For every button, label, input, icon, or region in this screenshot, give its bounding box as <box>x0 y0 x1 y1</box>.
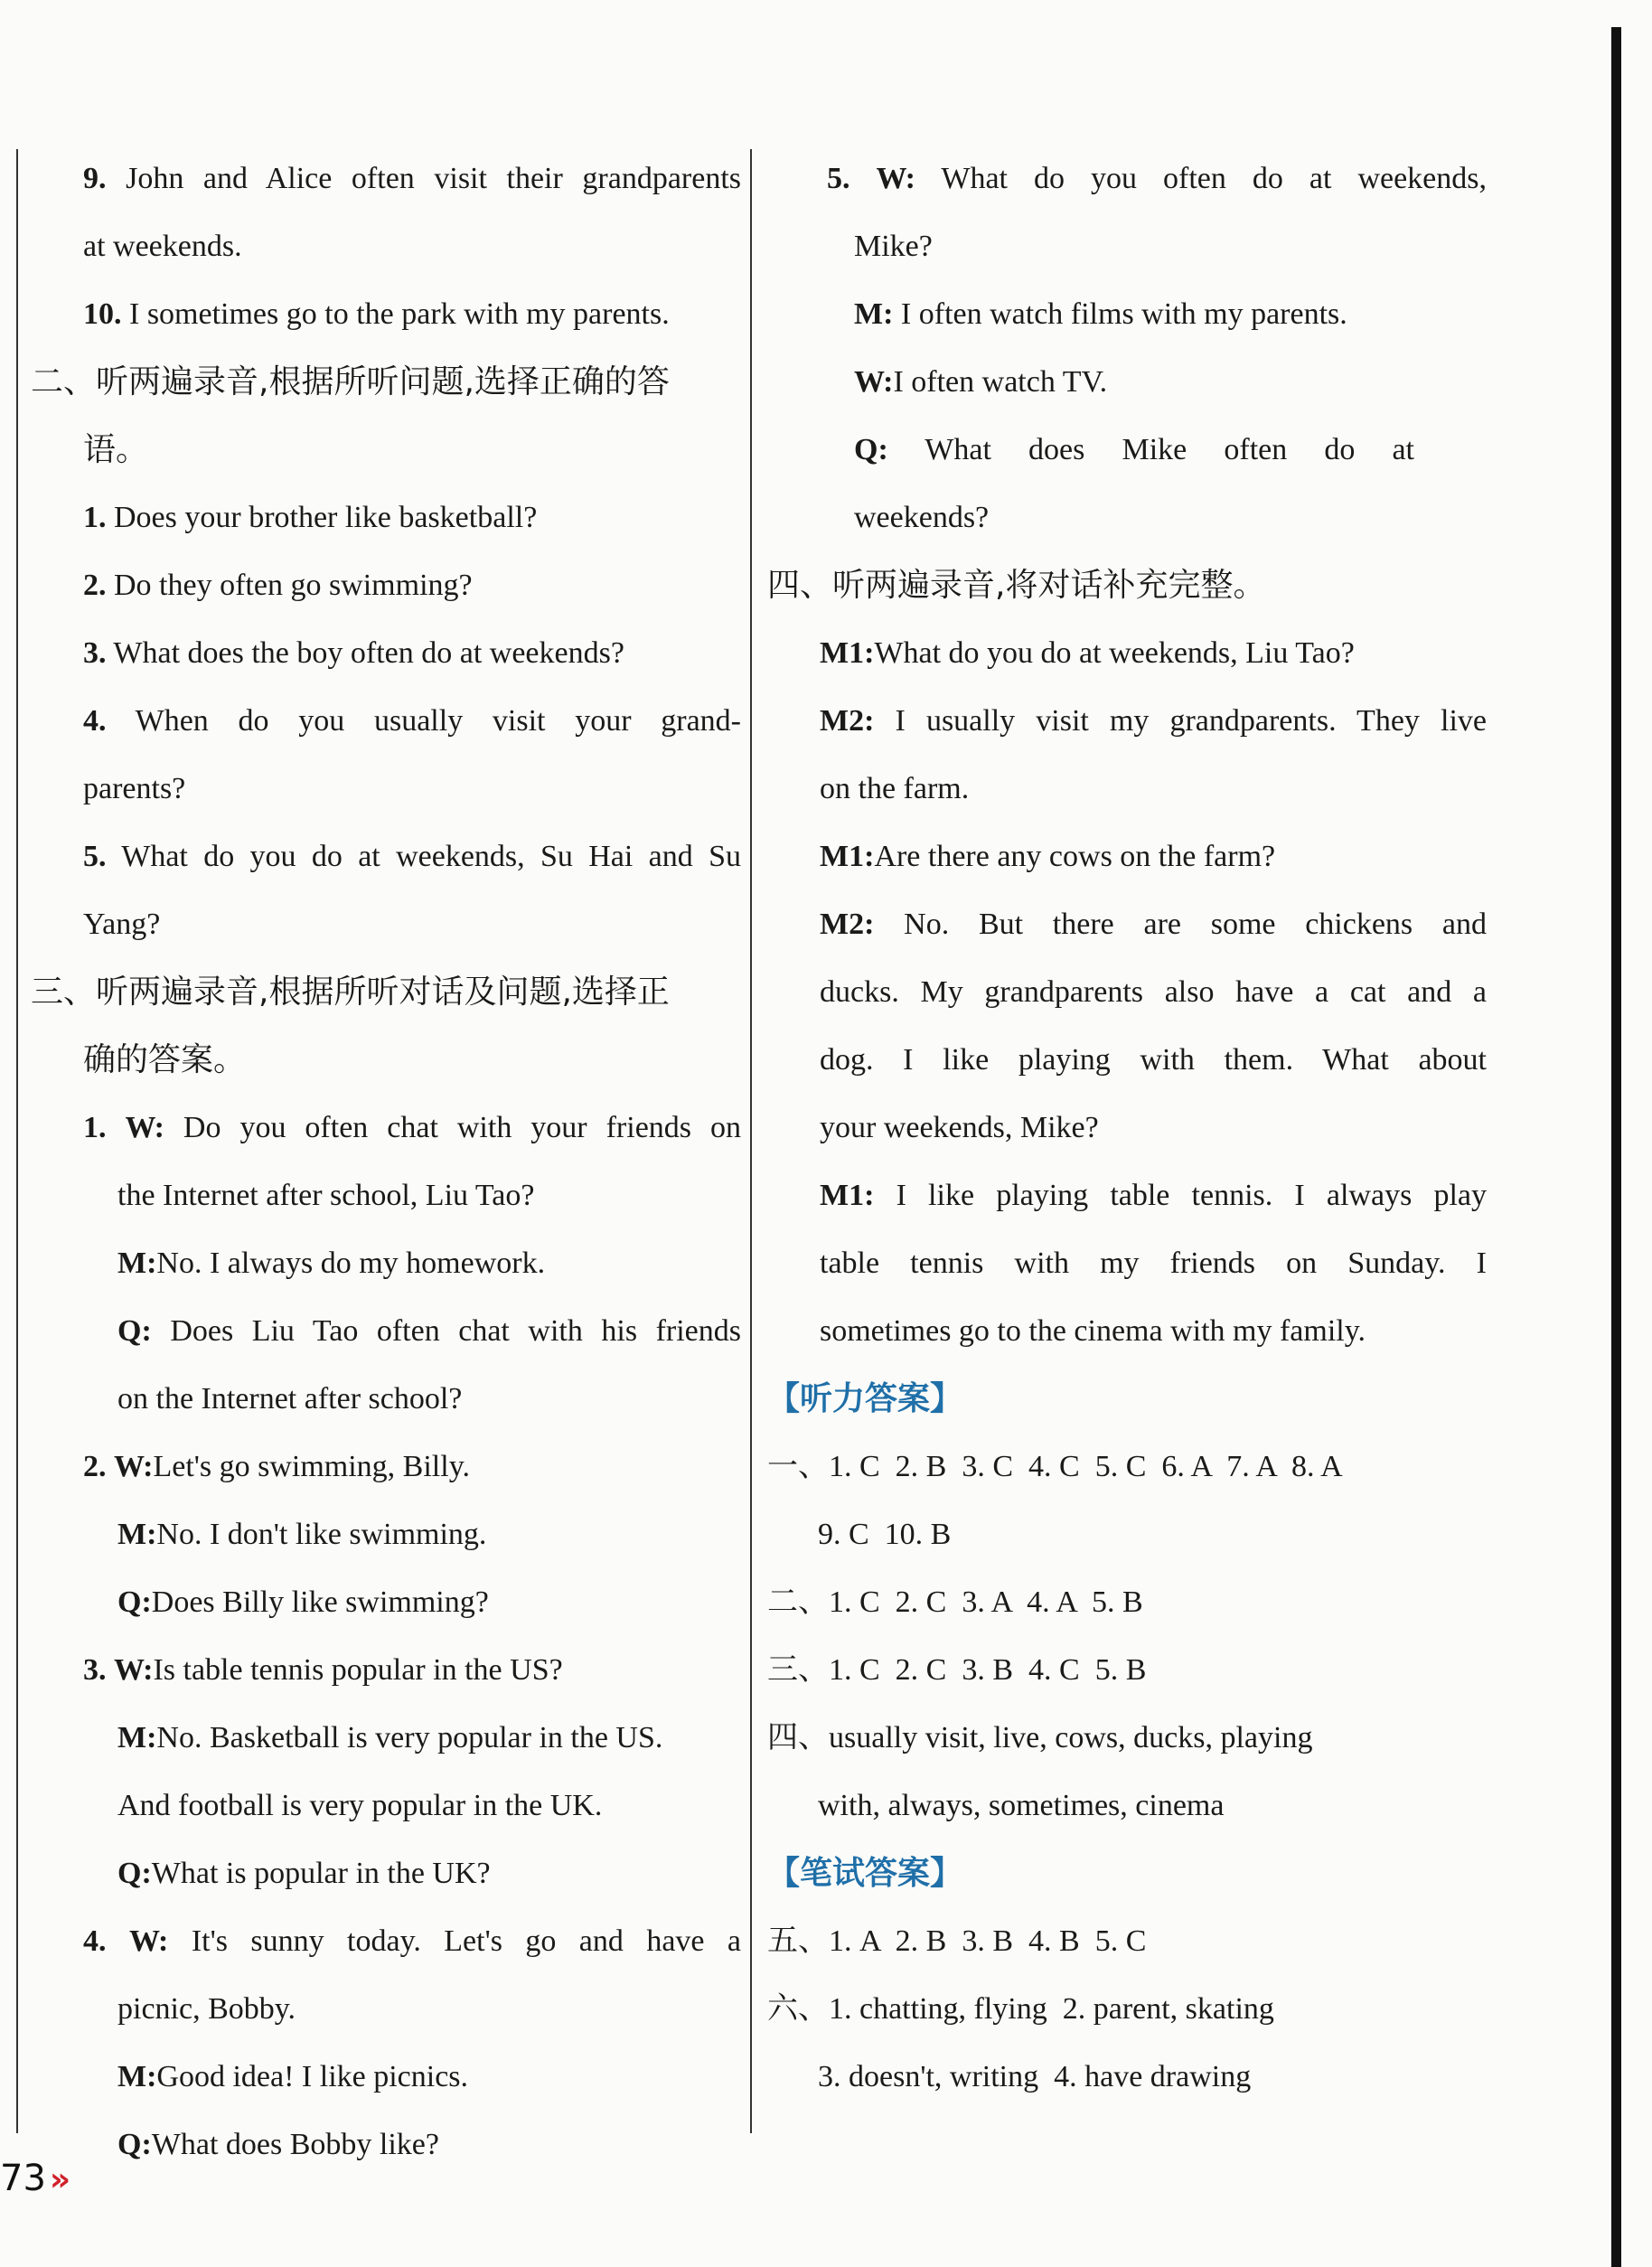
dialogue-line-cont: the Internet after school, Liu Tao? <box>117 1179 535 1212</box>
dialogue-line-cont: on the Internet after school? <box>117 1382 463 1416</box>
answer-row: 一、1. C 2. B 3. C 4. C 5. C 6. A 7. A 8. A <box>767 1448 1343 1484</box>
dialogue-line: Q: Does Liu Tao often chat with his friends <box>117 1314 741 1348</box>
answer-row: 二、1. C 2. C 3. A 4. A 5. B <box>767 1584 1143 1620</box>
dialogue-line-cont: Mike? <box>854 230 933 263</box>
answer-row-cont: with, always, sometimes, cinema <box>818 1789 1225 1822</box>
column-divider <box>750 149 752 2133</box>
dialogue-line: M2: No. But there are some chickens and <box>820 908 1487 941</box>
dialogue-line: 3. W:Is table tennis popular in the US? <box>83 1653 563 1687</box>
section-3-title: 三、听两遍录音,根据所听对话及问题,选择正 <box>31 974 670 1011</box>
dialogue-line-cont: table tennis with my friends on Sunday. I <box>820 1246 1487 1280</box>
dialogue-line: 2. W:Let's go swimming, Billy. <box>83 1450 470 1483</box>
answer-line-9-cont: at weekends. <box>83 230 242 263</box>
dialogue-line: M2: I usually visit my grandparents. They live <box>820 704 1487 738</box>
section-4-title: 四、听两遍录音,将对话补充完整。 <box>767 567 1266 604</box>
answer-row: 三、1. C 2. C 3. B 4. C 5. B <box>767 1651 1147 1688</box>
dialogue-line: 4. W: It's sunny today. Let's go and have a <box>83 1924 741 1958</box>
dialogue-line: M:No. Basketball is very popular in the US. <box>117 1721 663 1754</box>
question-line: 2. Do they often go swimming? <box>83 569 473 602</box>
answer-row: 六、1. chatting, flying 2. parent, skating <box>767 1990 1274 2027</box>
dialogue-line: Q:Does Billy like swimming? <box>117 1585 489 1619</box>
dialogue-line-cont: ducks. My grandparents also have a cat and a <box>820 975 1487 1009</box>
section-2-title-cont: 语。 <box>83 431 149 468</box>
right-column <box>764 145 1487 2111</box>
dialogue-line: 5. W: What do you often do at weekends, <box>827 162 1487 195</box>
listening-answers-title: 【听力答案】 <box>767 1380 963 1417</box>
dialogue-line-cont: weekends? <box>854 501 990 534</box>
section-2-title: 二、听两遍录音,根据所听问题,选择正确的答 <box>31 363 670 400</box>
question-line: 5. What do you do at weekends, Su Hai and Su <box>83 840 741 873</box>
double-chevron-icon: » <box>49 2161 71 2198</box>
question-line-cont: Yang? <box>83 908 161 941</box>
question-line: 4. When do you usually visit your grand- <box>83 704 741 738</box>
dialogue-line: M:Good idea! I like picnics. <box>117 2060 469 2093</box>
dialogue-line-cont: sometimes go to the cinema with my family. <box>820 1314 1366 1348</box>
answer-row-cont: 3. doesn't, writing 4. have drawing <box>818 2060 1252 2093</box>
dialogue-line: W:I often watch TV. <box>854 365 1108 399</box>
dialogue-line: Q:What is popular in the UK? <box>117 1857 491 1890</box>
dialogue-line-cont: picnic, Bobby. <box>117 1992 296 2026</box>
dialogue-line: 1. W: Do you often chat with your friends on <box>83 1111 741 1144</box>
answer-row: 四、usually visit, live, cows, ducks, playing <box>767 1719 1313 1755</box>
dialogue-line: M1:What do you do at weekends, Liu Tao? <box>820 636 1355 670</box>
answer-row: 五、1. A 2. B 3. B 4. B 5. C <box>767 1923 1147 1959</box>
answer-line-10: 10. I sometimes go to the park with my parents. <box>83 297 670 331</box>
dialogue-line: M:No. I don't like swimming. <box>117 1518 487 1551</box>
question-line-cont: parents? <box>83 772 186 805</box>
dialogue-line-cont: dog. I like playing with them. What about <box>820 1043 1487 1077</box>
dialogue-line: M1: I like playing table tennis. I always play <box>820 1179 1487 1212</box>
dialogue-line: Q: What does Mike often do at <box>854 433 1414 466</box>
answer-line-9: 9. John and Alice often visit their grandparents <box>83 162 741 195</box>
dialogue-line-cont: And football is very popular in the UK. <box>117 1789 603 1822</box>
question-line: 3. What does the boy often do at weekends? <box>83 636 624 670</box>
answer-row-cont: 9. C 10. B <box>818 1518 952 1551</box>
left-margin-rule <box>16 149 18 2133</box>
question-line: 1. Does your brother like basketball? <box>83 501 538 534</box>
page-number: 73 » <box>0 2158 71 2199</box>
written-answers-title: 【笔试答案】 <box>767 1855 963 1892</box>
section-3-title-cont: 确的答案。 <box>83 1041 247 1078</box>
dialogue-line-cont: on the farm. <box>820 772 970 805</box>
right-edge-bar <box>1611 27 1621 2267</box>
left-column <box>27 145 741 2178</box>
dialogue-line: Q:What does Bobby like? <box>117 2128 439 2161</box>
dialogue-line: M: I often watch films with my parents. <box>854 297 1347 331</box>
dialogue-line: M1:Are there any cows on the farm? <box>820 840 1276 873</box>
dialogue-line: M:No. I always do my homework. <box>117 1246 546 1280</box>
dialogue-line-cont: your weekends, Mike? <box>820 1111 1099 1144</box>
